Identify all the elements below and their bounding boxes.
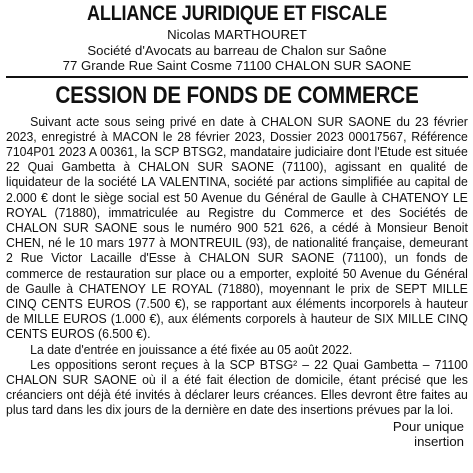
lawyer-name: Nicolas MARTHOURET (167, 27, 307, 42)
signature-line-1: Pour unique (392, 418, 464, 434)
signature (6, 419, 468, 449)
legal-notice (6, 2, 468, 449)
notice-body (6, 114, 468, 418)
firm-address-block (6, 27, 468, 74)
firm-address: 77 Grande Rue Saint Cosme 71100 CHALON SUR SAONE (62, 58, 412, 73)
paragraph-oppositions: Les oppositions seront reçues à la SCP BTSG² – 22 Quai Gambetta – 71100 CHALON SUR SAONE où il a été fait élection de domicile, étant précisé que les créanciers ont déjà été invités à déclarer leurs créances. Elles devront être faites au plus tard dans les dix jours de la dernière en date des insertions prévues par la loi. (6, 356, 468, 418)
notice-title: CESSION DE FONDS DE COMMERCE (55, 81, 419, 109)
paragraph-entry-date: La date d'entrée en jouissance a été fixée au 05 août 2022. (30, 341, 353, 357)
firm-description: Société d'Avocats au barreau de Chalon sur Saône (87, 42, 387, 58)
paragraph-sale-details: Suivant acte sous seing privé en date à CHALON SUR SAONE du 23 février 2023, enregistré à MACON le 28 février 2023, Dossier 2023 00017567, Référence 7104P01 2023 A 00361, la SCP BTSG2, mandataire judiciaire dont l'Etude est située 22 Quai Gambetta à CHALON SUR SAONE (71100), agissant en qualité de liquidateur de la société LA VALENTINA, société par actions simplifiée au capital de 2.000 € dont le siège social est 50 Avenue du Général de Gaulle à CHATENOY LE ROYAL (71880), immatriculée au Registre du Commerce et des Sociétés de CHALON SUR SAONE sous le numéro 900 521 626, a cédé à Monsieur Benoit CHEN, né le 10 mars 1977 à MONTREUIL (93), de nationalité française, demeurant 2 Rue Victor Lacaille d'Esse à CHALON SUR SAONE (71100), un fonds de commerce de restauration sur place ou a emporter, exploité 50 Avenue du Général de Gaulle à CHATENOY LE ROYAL (71880), moyennant le prix de SEPT MILLE CINQ CENTS EUROS (7.500 €), se rapportant aux éléments incorporels à hauteur de MILLE EUROS (1.000 €), aux éléments corporels à hauteur de SIX MILLE CINQ CENTS EUROS (6.500 €). (6, 113, 468, 342)
firm-name: ALLIANCE JURIDIQUE ET FISCALE (86, 2, 388, 25)
signature-line-2: insertion (414, 433, 464, 449)
divider (6, 76, 468, 78)
